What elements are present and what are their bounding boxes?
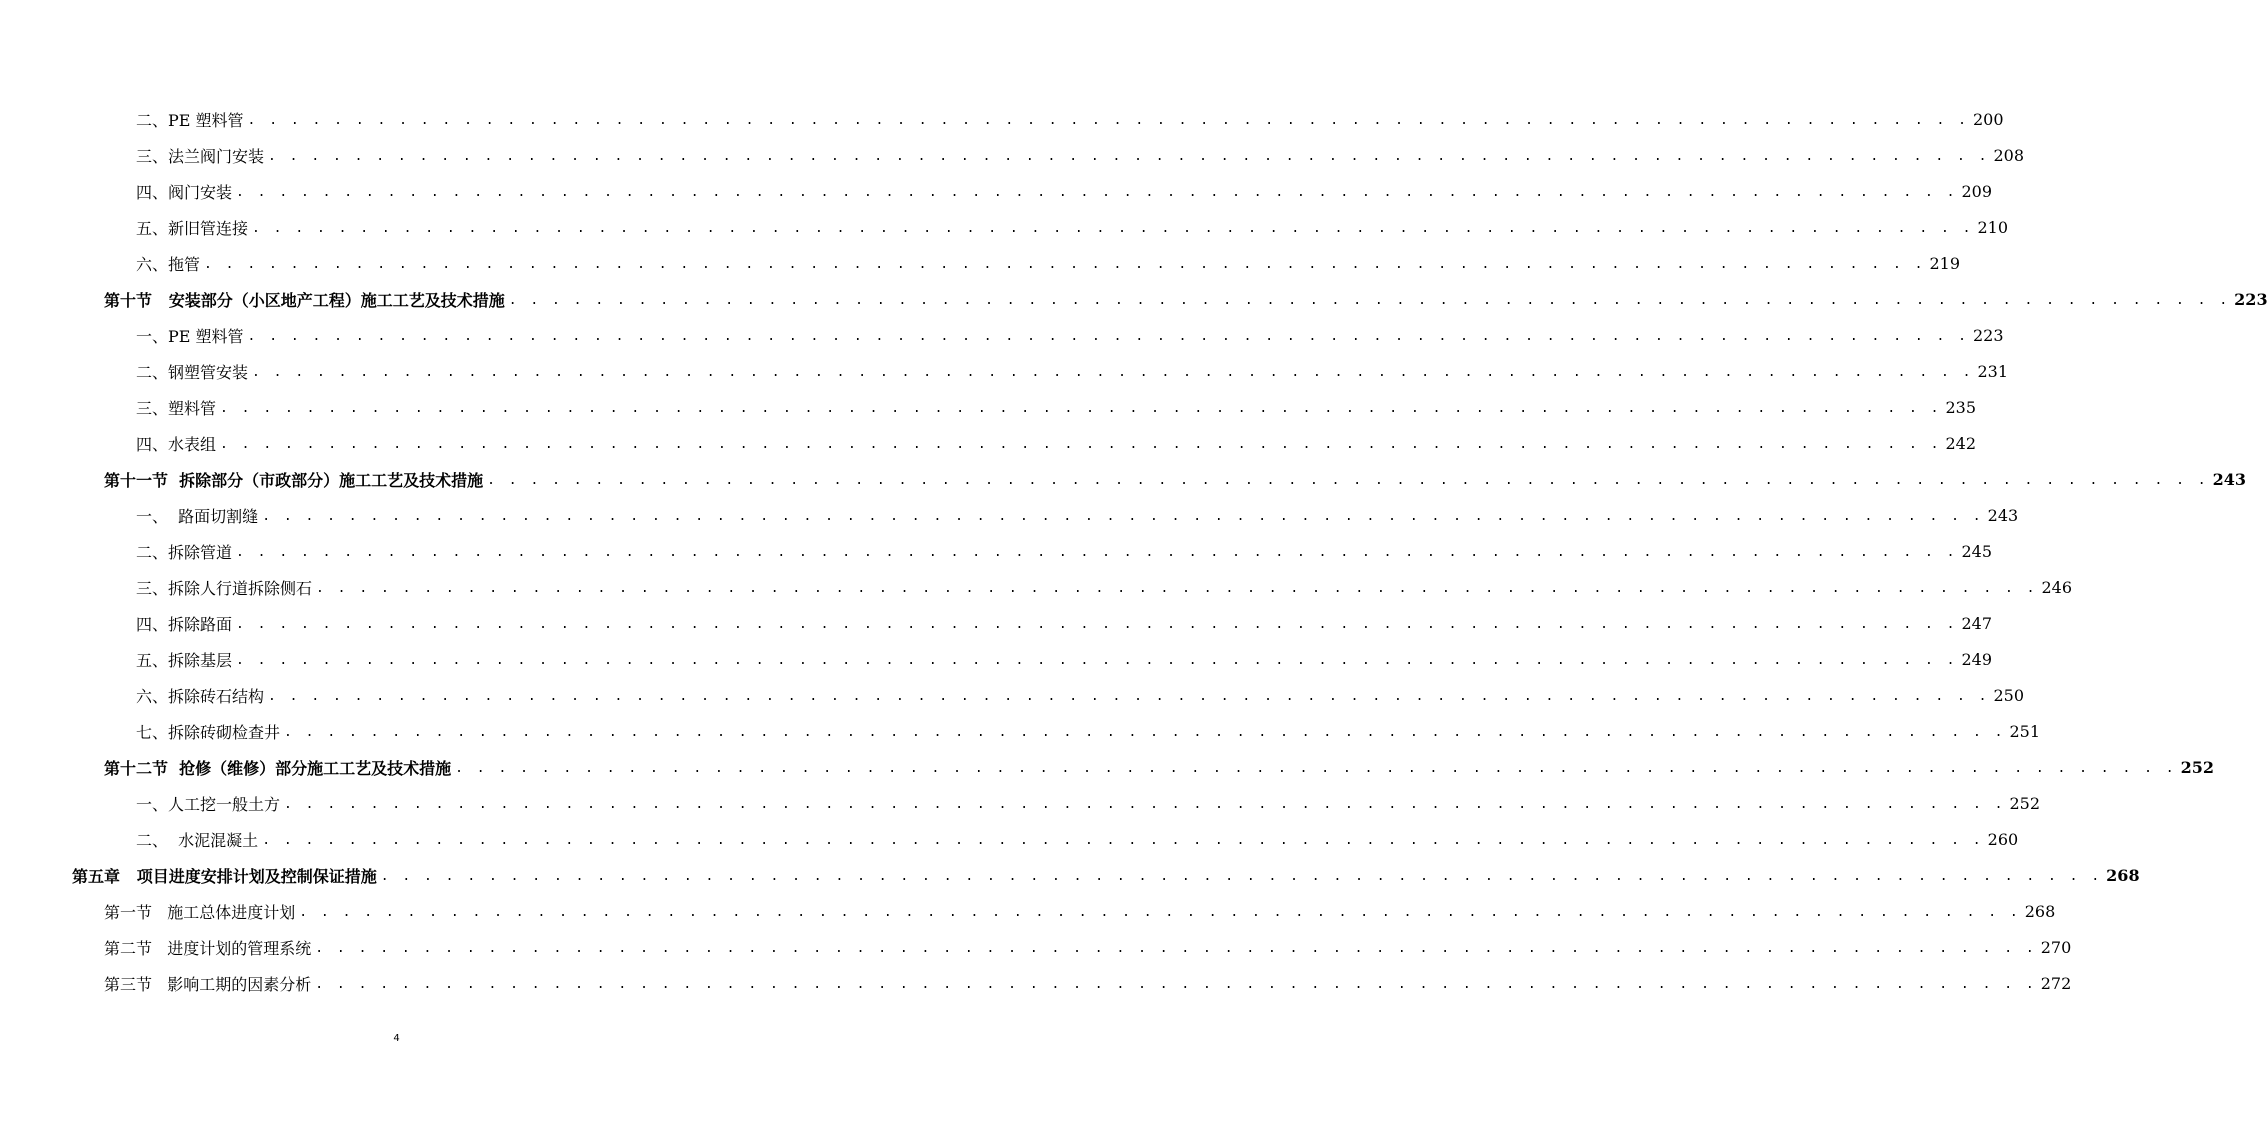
toc-entry-page: 242 — [1945, 433, 1977, 453]
toc-entry-title: 二、拆除管道 — [136, 542, 233, 562]
toc-entry[interactable] — [0, 821, 2019, 857]
toc-entry-title: 四、阀门安装 — [136, 182, 233, 202]
toc-entry-title: 四、水表组 — [136, 434, 217, 454]
toc-entry-title: 第十一节 拆除部分（市政部分）施工工艺及技术措施 — [104, 470, 484, 490]
toc-dot-leader: . . . . . . . . . . . . . . . . . . . . . . . . . . . . . . . . . . . . . . . . . . . . . . . . . . . . . . . . . . . . . . . . . . . . . . . . . . . . . . . . — [236, 652, 1958, 668]
toc-entry[interactable] — [0, 137, 2025, 173]
toc-entry[interactable] — [0, 209, 2009, 245]
toc-entry-page: 200 — [1973, 109, 2004, 129]
toc-entry-title: 二、PE 塑料管 — [136, 110, 244, 130]
toc-dot-leader: . . . . . . . . . . . . . . . . . . . . . . . . . . . . . . . . . . . . . . . . . . . . . . . . . . . . . . . . . . . . . . . . . . . . . . . . . . . . . . . . — [252, 364, 1974, 380]
toc-entry[interactable] — [0, 929, 2072, 965]
toc-entry-page: 231 — [1977, 361, 2009, 381]
toc-dot-leader: . . . . . . . . . . . . . . . . . . . . . . . . . . . . . . . . . . . . . . . . . . . . . . . . . . . . . . . . . . . . . . . . . . . . . . . . . . . . . . . . — [316, 580, 2038, 596]
toc-entry[interactable] — [0, 389, 1977, 425]
toc-entry-page: 260 — [1987, 829, 2019, 849]
toc-entry-page: 243 — [1987, 505, 2019, 525]
toc-entry[interactable] — [0, 173, 1993, 209]
toc-dot-leader: . . . . . . . . . . . . . . . . . . . . . . . . . . . . . . . . . . . . . . . . . . . . . . . . . . . . . . . . . . . . . . . . . . . . . . . . . . . . . . . . — [204, 256, 1926, 272]
toc-dot-leader: . . . . . . . . . . . . . . . . . . . . . . . . . . . . . . . . . . . . . . . . . . . . . . . . . . . . . . . . . . . . . . . . . . . . . . . . . . . . . . . . — [284, 796, 2006, 812]
toc-dot-leader: . . . . . . . . . . . . . . . . . . . . . . . . . . . . . . . . . . . . . . . . . . . . . . . . . . . . . . . . . . . . . . . . . . . . . . . . . . . . . . . . — [252, 220, 1974, 236]
toc-entry[interactable] — [0, 713, 2041, 749]
toc-entry-page: 272 — [2040, 973, 2072, 993]
toc-entry-page: 210 — [1977, 217, 2009, 237]
toc-entry[interactable] — [0, 641, 1993, 677]
toc-entry-title: 一、PE 塑料管 — [136, 326, 244, 346]
toc-dot-leader: . . . . . . . . . . . . . . . . . . . . . . . . . . . . . . . . . . . . . . . . . . . . . . . . . . . . . . . . . . . . . . . . . . . . . . . . . . . . . . . . — [268, 148, 1990, 164]
toc-entry[interactable] — [0, 965, 2072, 1001]
toc-entry[interactable] — [0, 605, 1993, 641]
toc-entry-title: 三、法兰阀门安装 — [136, 146, 265, 166]
toc-entry-page: 247 — [1961, 613, 1993, 633]
toc-entry-title: 第三节 影响工期的因素分析 — [104, 974, 312, 994]
toc-entry-page: 268 — [2024, 901, 2056, 921]
toc-entry-page: 208 — [1993, 145, 2025, 165]
toc-entry[interactable] — [0, 857, 2140, 893]
toc-entry-page: 270 — [2040, 937, 2072, 957]
toc-entry-page: 246 — [2041, 577, 2073, 597]
toc-entry-page: 209 — [1961, 181, 1993, 201]
toc-entry[interactable] — [0, 785, 2041, 821]
toc-entry-page: 268 — [2106, 865, 2140, 885]
toc-entry-page: 245 — [1961, 541, 1993, 561]
toc-dot-leader: . . . . . . . . . . . . . . . . . . . . . . . . . . . . . . . . . . . . . . . . . . . . . . . . . . . . . . . . . . . . . . . . . . . . . . . . . . . . . . . . — [220, 436, 1942, 452]
toc-entry[interactable] — [0, 281, 2268, 317]
toc-entry-title: 第十二节 抢修（维修）部分施工工艺及技术措施 — [104, 758, 452, 778]
toc-entry-title: 三、拆除人行道拆除侧石 — [136, 578, 313, 598]
table-of-contents — [0, 101, 2268, 1001]
toc-entry-title: 六、拆除砖石结构 — [136, 686, 265, 706]
toc-entry-page: 252 — [2180, 757, 2215, 777]
toc-dot-leader: . . . . . . . . . . . . . . . . . . . . . . . . . . . . . . . . . . . . . . . . . . . . . . . . . . . . . . . . . . . . . . . . . . . . . . . . . . . . . . . . — [380, 868, 2103, 884]
toc-dot-leader: . . . . . . . . . . . . . . . . . . . . . . . . . . . . . . . . . . . . . . . . . . . . . . . . . . . . . . . . . . . . . . . . . . . . . . . . . . . . . . . . — [262, 508, 1984, 524]
toc-dot-leader: . . . . . . . . . . . . . . . . . . . . . . . . . . . . . . . . . . . . . . . . . . . . . . . . . . . . . . . . . . . . . . . . . . . . . . . . . . . . . . . . — [247, 112, 1969, 128]
toc-dot-leader: . . . . . . . . . . . . . . . . . . . . . . . . . . . . . . . . . . . . . . . . . . . . . . . . . . . . . . . . . . . . . . . . . . . . . . . . . . . . . . . . — [236, 184, 1958, 200]
toc-entry-title: 第十节 安装部分（小区地产工程）施工工艺及技术措施 — [104, 290, 505, 310]
toc-entry-title: 三、塑料管 — [136, 398, 217, 418]
toc-entry-title: 五、新旧管连接 — [136, 218, 249, 238]
toc-entry-page: 243 — [2212, 469, 2247, 489]
toc-dot-leader: . . . . . . . . . . . . . . . . . . . . . . . . . . . . . . . . . . . . . . . . . . . . . . . . . . . . . . . . . . . . . . . . . . . . . . . . . . . . . . . . — [487, 472, 2209, 488]
toc-entry[interactable] — [0, 245, 1961, 281]
toc-entry-title: 六、拖管 — [136, 254, 201, 274]
toc-entry-page: 250 — [1993, 685, 2025, 705]
toc-dot-leader: . . . . . . . . . . . . . . . . . . . . . . . . . . . . . . . . . . . . . . . . . . . . . . . . . . . . . . . . . . . . . . . . . . . . . . . . . . . . . . . . — [284, 724, 2006, 740]
toc-entry[interactable] — [0, 353, 2009, 389]
toc-entry-title: 第一节 施工总体进度计划 — [104, 902, 296, 922]
toc-entry-title: 二、 水泥混凝土 — [136, 830, 259, 850]
toc-entry-page: 252 — [2009, 793, 2041, 813]
toc-entry-page: 249 — [1961, 649, 1993, 669]
toc-entry-page: 223 — [2234, 289, 2268, 309]
toc-entry-page: 219 — [1929, 253, 1961, 273]
toc-dot-leader: . . . . . . . . . . . . . . . . . . . . . . . . . . . . . . . . . . . . . . . . . . . . . . . . . . . . . . . . . . . . . . . . . . . . . . . . . . . . . . . . — [236, 544, 1958, 560]
toc-entry-page: 223 — [1973, 325, 2004, 345]
toc-entry[interactable] — [0, 749, 2215, 785]
toc-dot-leader: . . . . . . . . . . . . . . . . . . . . . . . . . . . . . . . . . . . . . . . . . . . . . . . . . . . . . . . . . . . . . . . . . . . . . . . . . . . . . . . . — [315, 976, 2037, 992]
toc-dot-leader: . . . . . . . . . . . . . . . . . . . . . . . . . . . . . . . . . . . . . . . . . . . . . . . . . . . . . . . . . . . . . . . . . . . . . . . . . . . . . . . . — [315, 940, 2037, 956]
toc-entry-title: 四、拆除路面 — [136, 614, 233, 634]
toc-entry-title: 七、拆除砖砌检查井 — [136, 722, 281, 742]
toc-entry[interactable] — [0, 497, 2019, 533]
toc-dot-leader: . . . . . . . . . . . . . . . . . . . . . . . . . . . . . . . . . . . . . . . . . . . . . . . . . . . . . . . . . . . . . . . . . . . . . . . . . . . . . . . . — [247, 328, 1969, 344]
toc-dot-leader: . . . . . . . . . . . . . . . . . . . . . . . . . . . . . . . . . . . . . . . . . . . . . . . . . . . . . . . . . . . . . . . . . . . . . . . . . . . . . . . . — [299, 904, 2021, 920]
toc-entry-page: 235 — [1945, 397, 1977, 417]
toc-entry-title: 第五章 项目进度安排计划及控制保证措施 — [72, 866, 377, 886]
toc-dot-leader: . . . . . . . . . . . . . . . . . . . . . . . . . . . . . . . . . . . . . . . . . . . . . . . . . . . . . . . . . . . . . . . . . . . . . . . . . . . . . . . . — [268, 688, 1990, 704]
toc-entry[interactable] — [0, 893, 2056, 929]
toc-entry-page: 251 — [2009, 721, 2041, 741]
toc-entry[interactable] — [0, 533, 1993, 569]
toc-dot-leader: . . . . . . . . . . . . . . . . . . . . . . . . . . . . . . . . . . . . . . . . . . . . . . . . . . . . . . . . . . . . . . . . . . . . . . . . . . . . . . . . — [236, 616, 1958, 632]
page-number: 4 — [393, 1033, 400, 1044]
toc-dot-leader: . . . . . . . . . . . . . . . . . . . . . . . . . . . . . . . . . . . . . . . . . . . . . . . . . . . . . . . . . . . . . . . . . . . . . . . . . . . . . . . . — [220, 400, 1942, 416]
toc-entry-title: 一、人工挖一般土方 — [136, 794, 281, 814]
toc-entry[interactable] — [0, 569, 2073, 605]
toc-entry-title: 一、 路面切割缝 — [136, 506, 259, 526]
toc-entry[interactable] — [0, 425, 1977, 461]
toc-entry[interactable] — [0, 461, 2247, 497]
toc-dot-leader: . . . . . . . . . . . . . . . . . . . . . . . . . . . . . . . . . . . . . . . . . . . . . . . . . . . . . . . . . . . . . . . . . . . . . . . . . . . . . . . . — [455, 760, 2177, 776]
toc-entry[interactable] — [0, 101, 2004, 137]
toc-entry[interactable] — [0, 677, 2025, 713]
toc-entry-title: 五、拆除基层 — [136, 650, 233, 670]
toc-entry-title: 第二节 进度计划的管理系统 — [104, 938, 312, 958]
toc-entry-title: 二、钢塑管安装 — [136, 362, 249, 382]
toc-dot-leader: . . . . . . . . . . . . . . . . . . . . . . . . . . . . . . . . . . . . . . . . . . . . . . . . . . . . . . . . . . . . . . . . . . . . . . . . . . . . . . . . — [508, 292, 2231, 308]
toc-dot-leader: . . . . . . . . . . . . . . . . . . . . . . . . . . . . . . . . . . . . . . . . . . . . . . . . . . . . . . . . . . . . . . . . . . . . . . . . . . . . . . . . — [262, 832, 1984, 848]
toc-entry[interactable] — [0, 317, 2004, 353]
